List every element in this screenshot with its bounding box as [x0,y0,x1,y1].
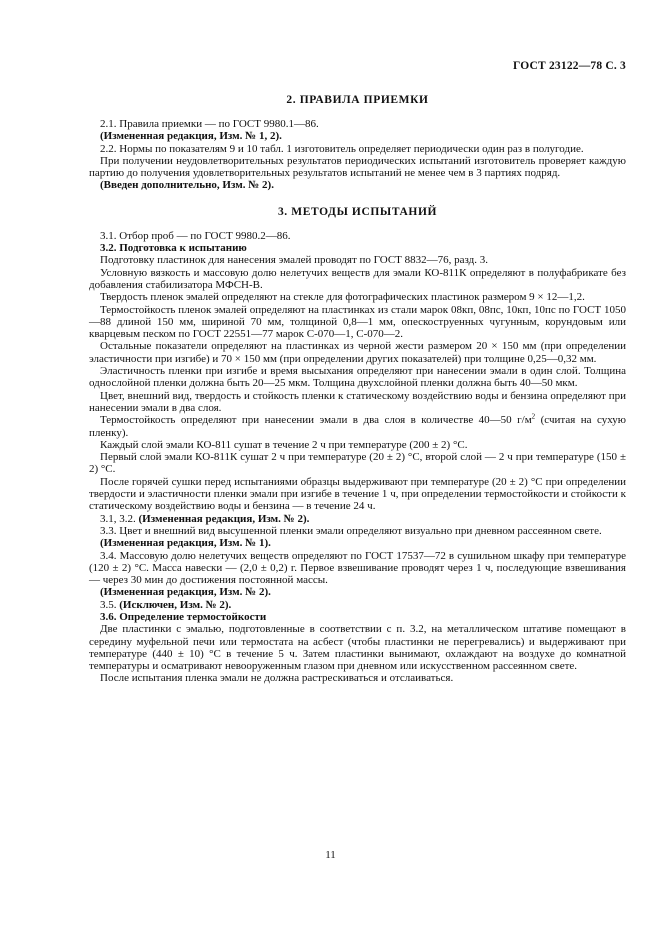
amendment-note: (Введен дополнительно, Изм. № 2). [100,179,274,192]
paragraph: 3.4. Массовую долю нелетучих веществ определяют по ГОСТ 17537—72 в сушильном шкафу при температуре (120 ± 2) °С. Масса навески — (2,0 ± 0,2) г. Первое взвешивание проводят через 1 ч, последующие взвешивания — через 30 мин до достижения постоянной массы. [89,549,626,587]
section-2-title: 2. ПРАВИЛА ПРИЕМКИ [286,94,429,106]
amendment-note: (Измененная редакция, Изм. № 2). [138,512,310,525]
paragraph: Термостойкость пленок эмалей определяют на пластинках из стали марок 08кп, 08пс, 10кп, 10пс по ГОСТ 1050—88 длиной 150 мм, шириной 70 мм, толщиной 0,8—1 мм, опескоструенных чугунным, корундовым или кварцевым песком по ГОСТ 22551—77 марок С-070—1, С-070—2. [89,303,626,341]
document-page [89,60,626,685]
paragraph: Цвет, внешний вид, твердость и стойкость пленки к статическому воздействию воды и бензина определяют при нанесении эмали в два слоя. [89,389,626,414]
paragraph-text: 3.1, 3.2. [100,512,139,525]
paragraph: 2.1. Правила приемки — по ГОСТ 9980.1—86. [100,118,319,130]
subsection-heading: 3.6. Определение термостойкости [100,610,267,623]
paragraph: Подготовку пластинок для нанесения эмалей проводят по ГОСТ 8832—76, разд. 3. [100,254,488,267]
amendment-note: (Измененная редакция, Изм. № 2). [100,586,271,599]
paragraph: 2.2. Нормы по показателям 9 и 10 табл. 1 изготовитель определяет периодически один раз в полугодие. [100,142,584,155]
paragraph-text: Термостойкость определяют при нанесении эмали в два слоя в количестве 40—50 г/м [100,414,532,427]
paragraph: После горячей сушки перед испытаниями образцы выдерживают при температуре (20 ± 2) °С при определении твердости и эластичности пленки эмали при изгибе в течение 1 ч, при определении термостойкости и стойкости к статическому воздействию воды и бензина — в течение 24 ч. [89,475,626,513]
paragraph: Твердость пленок эмалей определяют на стекле для фотографических пластинок размером 9 × 12—1,2. [100,291,585,304]
running-header: ГОСТ 23122—78 С. 3 [513,60,626,72]
paragraph: Остальные показатели определяют на пластинках из черной жести размером 20 × 150 мм (при определении эластичности при изгибе) и 70 × 150 мм (при определении других показателей) при толщине 0,25—0,32 мм. [89,340,626,365]
paragraph: 3.1. Отбор проб — по ГОСТ 9980.2—86. [100,229,291,242]
paragraph [89,513,626,525]
paragraph: После испытания пленка эмали не должна растрескиваться и отслаиваться. [100,672,454,685]
paragraph: При получении неудовлетворительных результатов периодических испытаний изготовитель проверяет каждую партию до получения удовлетворительных результатов испытаний не менее чем в 3 партиях подряд. [89,154,626,180]
paragraph: Две пластинки с эмалью, подготовленные в соответствии с п. 3.2, на металлическом штативе помещают в середину муфельной печи или термостата на асбест (чтобы пластинки не перегревались) и выдерживают при температуре (440 ± 10) °С в течение 5 ч. Затем пластинки вынимают, охлаждают на воздухе до комнатной температуры и осматривают невооруженным глазом при дневном или искусственном рассеянном свете. [89,623,626,673]
amendment-note: (Измененная редакция, Изм. № 1, 2). [100,130,282,143]
paragraph: Эластичность пленки при изгибе и время высыхания определяют при нанесении эмали в один слой. Толщина однослойной пленки должна быть 20—25 мкм. Толщина двухслойной пленки должна быть 40—50 мкм. [89,365,626,390]
paragraph: 3.3. Цвет и внешний вид высушенной пленки эмали определяют визуально при дневном рассеянном свете. [100,524,602,537]
paragraph [89,414,626,439]
section-3-title: 3. МЕТОДЫ ИСПЫТАНИЙ [277,205,438,218]
amendment-note: (Исключен, Изм. № 2). [119,598,232,611]
paragraph: Условную вязкость и массовую долю нелетучих веществ для эмали КО-811К определяют в полуфабрикате без добавления стабилизатора МФСН-В. [89,266,626,291]
paragraph: Первый слой эмали КО-811К сушат 2 ч при температуре (20 ± 2) °С, второй слой — 2 ч при температуре (150 ± 2) °С. [89,451,626,476]
paragraph: Каждый слой эмали КО-811 сушат в течение 2 ч при температуре (200 ± 2) °С. [100,438,468,451]
paragraph [89,599,626,611]
page-number: 11 [325,849,336,861]
superscript: 2 [531,412,536,421]
paragraph-text: (считая на сухую пленку). [89,414,626,439]
subsection-heading: 3.2. Подготовка к испытанию [100,242,247,255]
paragraph-text: 3.5. [100,598,120,611]
amendment-note: (Измененная редакция, Изм. № 1). [100,537,271,550]
